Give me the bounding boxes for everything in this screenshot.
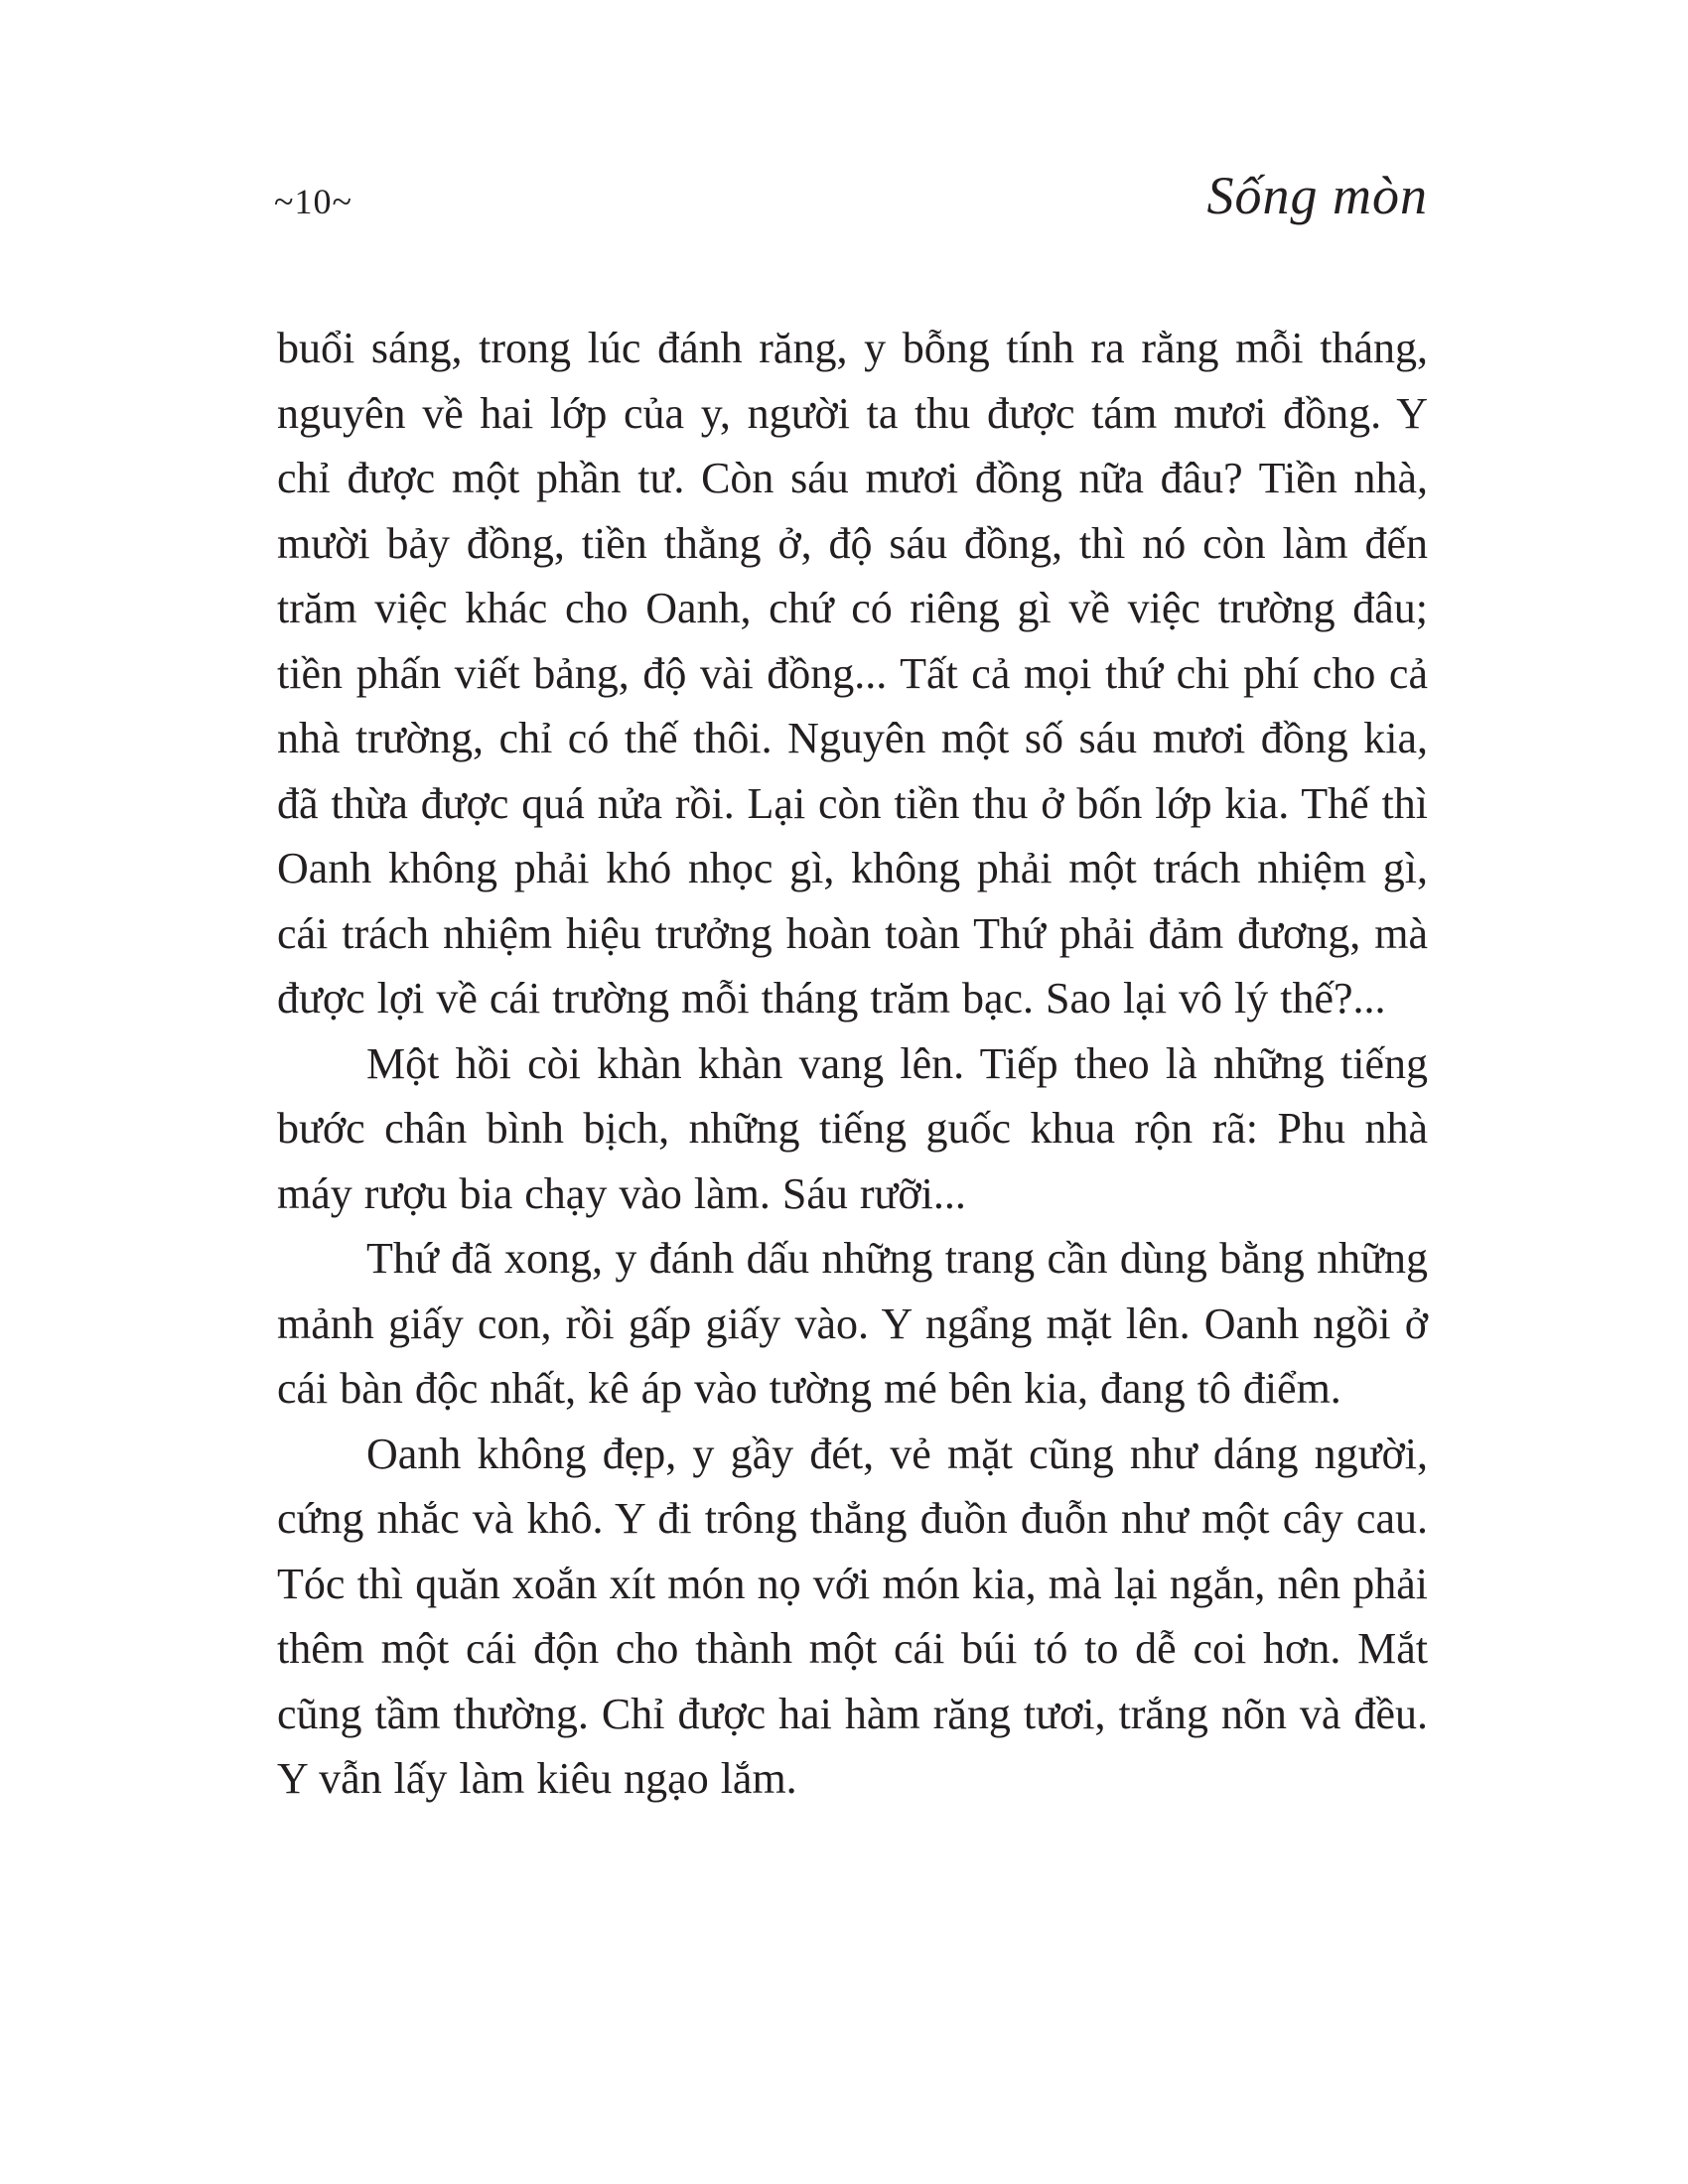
page-header: [274, 159, 1428, 238]
page-number: ~10~: [274, 182, 352, 221]
paragraph-4: Oanh không đẹp, y gầy đét, vẻ mặt cũng như dáng người, cứng nhắc và khô. Y đi trông thẳng đuồn đuỗn như một cây cau. Tóc thì quăn xoắn xít món nọ với món kia, mà lại ngắn, nên phải thêm một cái độn cho thành một cái búi tó to dễ coi hơn. Mắt cũng tầm thường. Chỉ được hai hàm răng tươi, trắng nõn và đều. Y vẫn lấy làm kiêu ngạo lắm.: [277, 1429, 1428, 1803]
paragraph-2: Một hồi còi khàn khàn vang lên. Tiếp theo là những tiếng bước chân bình bịch, những tiếng guốc khua rộn rã: Phu nhà máy rượu bia chạy vào làm. Sáu rưỡi...: [277, 1038, 1428, 1218]
body-text: [277, 316, 1428, 1812]
paragraph-1: buổi sáng, trong lúc đánh răng, y bỗng tính ra rằng mỗi tháng, nguyên về hai lớp của y, người ta thu được tám mươi đồng. Y chỉ được một phần tư. Còn sáu mươi đồng nữa đâu? Tiền nhà, mười bảy đồng, tiền thằng ở, độ sáu đồng, thì nó còn làm đến trăm việc khác cho Oanh, chứ có riêng gì về việc trường đâu; tiền phấn viết bảng, độ vài đồng... Tất cả mọi thứ chi phí cho cả nhà trường, chỉ có thế thôi. Nguyên một số sáu mươi đồng kia, đã thừa được quá nửa rồi. Lại còn tiền thu ở bốn lớp kia. Thế thì Oanh không phải khó nhọc gì, không phải một trách nhiệm gì, cái trách nhiệm hiệu trưởng hoàn toàn Thứ phải đảm đương, mà được lợi về cái trường mỗi tháng trăm bạc. Sao lại vô lý thế?...: [277, 324, 1428, 1023]
running-title: Sống mòn: [1206, 166, 1428, 225]
paragraph-3: Thứ đã xong, y đánh dấu những trang cần dùng bằng những mảnh giấy con, rồi gấp giấy vào. Y ngẩng mặt lên. Oanh ngồi ở cái bàn độc nhất, kê áp vào tường mé bên kia, đang tô điểm.: [277, 1234, 1428, 1413]
